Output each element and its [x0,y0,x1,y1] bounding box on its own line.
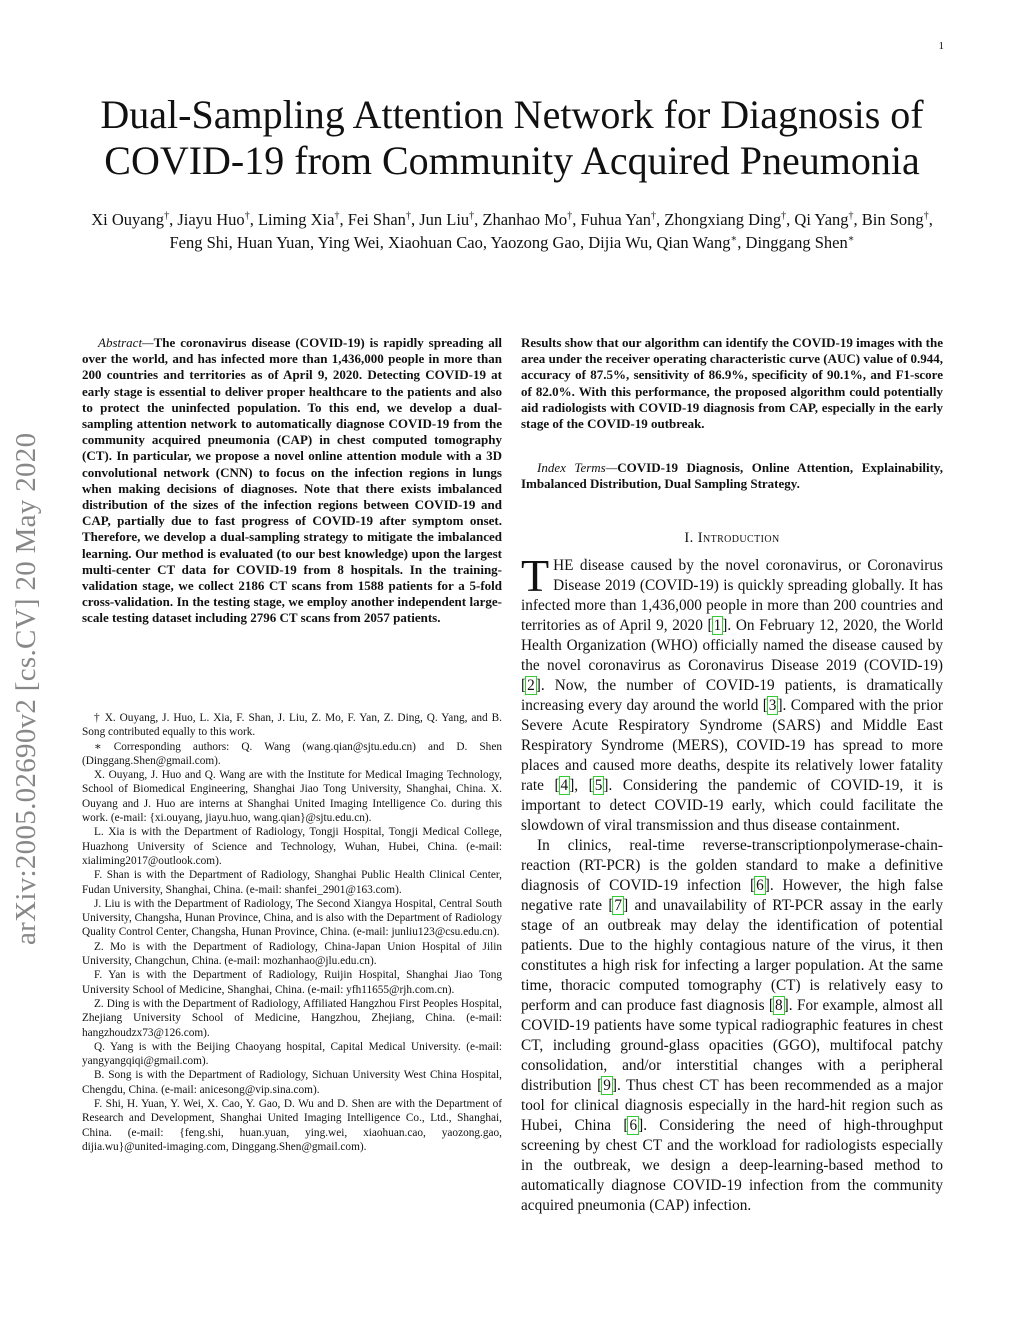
author-name: Feng Shi [169,233,229,252]
author-name: Zhongxiang Ding [664,210,782,229]
author-name: Liming Xia [257,210,335,229]
citation-link[interactable]: 6 [756,877,764,894]
citation-link[interactable]: 3 [768,697,777,714]
citation-link[interactable]: 6 [629,1117,638,1134]
footnote: ∗ Corresponding authors: Q. Wang (wang.qian@sjtu.edu.cn) and D. Shen (Dinggang.Shen@gmail.com). [82,740,502,767]
citation-link[interactable]: 5 [594,777,603,794]
author-name: Yaozong Gao [490,233,581,252]
author-name: Dijia Wu [588,233,649,252]
index-terms [521,460,943,492]
paragraph: THE disease caused by the novel coronavirus, or Coronavirus Disease 2019 (COVID-19) is quickly spreading globally. It has infected more than 1,436,000 people in more than 200 countries and territories as of April 9, 2020 [1]. On February 12, 2020, the World Health Organization (WHO) officially named the disease caused by the novel coronavirus as Coronavirus Disease 2019 (COVID-19) [2]. Now, the number of COVID-19 patients, is dramatically increasing every day around the world [3]. Compared with the prior Severe Acute Respiratory Syndrome (SARS) and Middle East Respiratory Syndrome (MERS), COVID-19 has spread to more places and caused more deaths, despite its relatively lower fatality rate [4], [5]. Considering the pandemic of COVID-19, it is important to detect COVID-19 early, which could facilitate the slowdown of viral transmission and thus disease containment. [521,550,944,834]
section-heading [521,530,943,547]
footnote: F. Shan is with the Department of Radiology, Shanghai Public Health Clinical Center, Fudan University, Shanghai, China. (e-mail: shanfei_2901@163.com). [82,869,502,896]
abstract-text: The coronavirus disease (COVID-19) is rapidly spreading all over the world, and has infected more than 1,436,000 people in more than 200 countries and territories as of April 9, 2020. Detecting COVID-19 at early stage is essential to deliver proper healthcare to the patients and also to protect the uninfected population. To this end, we develop a dual-sampling attention network to automatically diagnose COVID-19 from the community acquired pneumonia (CAP) in chest computed tomography (CT). In particular, we propose a novel online attention module with a 3D convolutional network (CNN) to focus on the infection regions in lungs when making decisions of diagnoses. Note that there exists imbalanced distribution of the sizes of the infection regions between COVID-19 and CAP, partially due to fast progress of COVID-19 after symptom onset. Therefore, we develop a dual-sampling strategy to mitigate the imbalanced learning. Our method is evaluated (to our best knowledge) upon the largest multi-center CT data for COVID-19 from 8 hospitals. In the training-validation stage, we collect 2186 CT scans from 1588 patients for a 5-fold cross-validation. In the testing stage, we employ another independent large-scale testing dataset including 2796 CT scans from 2057 patients. [82,335,502,626]
author-name: Xiaohuan Cao [387,233,483,252]
citation-link[interactable]: 2 [527,677,535,694]
footnote: F. Shi, H. Yuan, Y. Wei, X. Cao, Y. Gao, D. Wu and D. Shen are with the Department of Research and Development, Shanghai United Imaging Intelligence Co., Ltd., Shanghai, China. (e-mail: {feng.shi, huan.yuan, ying.wei, xiaohuan.cao, yaozong.gao, dijia.wu}@united-imaging.com, Dinggang.Shen@gmail.com). [82,1098,502,1153]
footnote: L. Xia is with the Department of Radiology, Tongji Hospital, Tongji Medical College, Huazhong University of Science and Technology, Wuhan, Hubei, China. (e-mail: xialiming2017@outlook.com). [82,826,502,867]
section-number: I. [684,530,694,546]
author-name: Jun Liu [419,210,470,229]
abstract-continuation: Results show that our algorithm can identify the COVID-19 images with the area under the receiver operating characteristic curve (AUC) value of 0.944, accuracy of 87.5%, sensitivity of 86.9%, specificity of 90.1%, and F1-score of 82.0%. With this performance, the proposed algorithm could potentially aid radiologists with COVID-19 diagnosis from CAP, especially in the early stage of the COVID-19 outbreak. [521,335,943,432]
footnote: F. Yan is with the Department of Radiology, Ruijin Hospital, Shanghai Jiao Tong University School of Medicine, Shanghai, China. (e-mail: yfh11655@rjh.com.cn). [82,969,502,996]
author-name: Dinggang Shen [745,233,848,252]
author-name: Qi Yang [794,210,849,229]
author-affiliation-mark: ∗ [847,233,855,245]
author-name: Fuhua Yan [580,210,652,229]
citation-link[interactable]: 1 [713,617,722,634]
paragraph: In clinics, real-time reverse-transcriptionpolymerase-chain-reaction (RT-PCR) is the golden standard to make a definitive diagnosis of COVID-19 infection [6]. However, the high false negative rate [7] and unavailability of RT-PCR assay in the early stage of an outbreak may delay the identification of potential patients. Due to the highly contagious nature of the virus, it then constitutes a high risk for infecting a larger population. At the same time, thoracic computed tomography (CT) is relatively easy to perform and can produce fast diagnosis [8]. For example, almost all COVID-19 patients have some typical radiographic features in chest CT, including ground-glass opacities (GGO), multifocal patchy consolidation, and/or interstitial changes with a peripheral distribution [9]. Thus chest CT has been recommended as a major tool for clinical diagnosis especially in the hard-hit region such as Hubei, China [6]. Considering the need of high-throughput screening by chest CT and the workload for radiologists especially in the outbreak, we design a deep-learning-based method to automatically diagnose COVID-19 infection from the community acquired pneumonia (CAP) infection. [521,837,943,1214]
author-affiliation-mark: † [405,210,411,222]
author-affiliation-mark: † [923,210,929,222]
author-affiliation-mark: † [334,210,340,222]
footnote: † X. Ouyang, J. Huo, L. Xia, F. Shan, J. Liu, Z. Mo, F. Yan, Z. Ding, Q. Yang, and B. Song contributed equally to this work. [82,712,502,739]
footnote: Q. Yang is with the Beijing Chaoyang hospital, Capital Medical University. (e-mail: yangyangqiqi@gmail.com). [82,1040,502,1068]
author-affiliation-mark: † [244,210,250,222]
author-name: Bin Song [861,210,924,229]
citation-link[interactable]: 4 [560,777,569,794]
citation-link[interactable]: 8 [775,997,783,1014]
author-affiliation-mark: † [651,210,657,222]
index-terms-label: Index Terms— [537,460,618,475]
index-terms-text: COVID-19 Diagnosis, Online Attention, Explainability, Imbalanced Distribution, Dual Sampling Strategy. [521,460,943,492]
citation-link[interactable]: 9 [603,1077,611,1094]
introduction-body [521,550,944,1216]
abstract-label: Abstract— [98,335,154,350]
author-affiliation-mark: ∗ [730,233,738,245]
footnote: X. Ouyang, J. Huo and Q. Wang are with the Institute for Medical Imaging Technology, School of Biomedical Engineering, Shanghai Jiao Tong University, Shanghai, China. X. Ouyang and J. Huo are interns at Shanghai United Imaging Intelligence Co. during this work. (e-mail: {xi.ouyang, jiayu.huo, wang.qian}@sjtu.edu.cn). [82,769,502,825]
author-name: Jiayu Huo [177,210,245,229]
footnote: Z. Mo is with the Department of Radiology, China-Japan Union Hospital of Jilin University, Changchun, China. (e-mail: mozhanhao@jlu.edu.cn). [82,940,502,968]
author-list: Xi Ouyang†, Jiayu Huo†, Liming Xia†, Fei Shan†, Jun Liu†, Zhanhao Mo†, Fuhua Yan†, Zhongxiang Ding†, Qi Yang†, Bin Song†, Feng Shi, Huan Yuan, Ying Wei, Xiaohuan Cao, Yaozong Gao, Dijia Wu, Qian Wang∗, Dinggang Shen∗ [91,210,933,252]
author-affiliation-mark: † [848,210,854,222]
footnote: B. Song is with the Department of Radiology, Sichuan University West China Hospital, Chengdu, China. (e-mail: anicesong@vip.sina.com). [82,1069,502,1096]
drop-cap: T [521,550,550,601]
page-number: 1 [938,40,944,52]
author-affiliation-mark: † [164,210,170,222]
section-title: Introduction [697,530,780,546]
footnote: J. Liu is with the Department of Radiology, The Second Xiangya Hospital, Central South University, Changsha, Hunan Province, China, and is also with the Department of Radiology Quality Control Center, Changsha, Hunan Province, China. (e-mail: junliu123@csu.edu.cn). [82,897,502,939]
author-name: Fei Shan [347,210,406,229]
citation-link[interactable]: 7 [614,897,623,914]
author-affiliation-mark: † [469,210,475,222]
author-name: Xi Ouyang [91,210,165,229]
author-name: Qian Wang [656,233,731,252]
author-name: Zhanhao Mo [482,210,568,229]
paper-title: Dual-Sampling Attention Network for Diagnosis of COVID-19 from Community Acquired Pneumonia [100,92,924,183]
footnote: Z. Ding is with the Department of Radiology, Affiliated Hangzhou First Peoples Hospital, Zhejiang University School of Medicine, Hangzhou, Zhejiang, China. (e-mail: hangzhoudzx73@126.com). [82,997,502,1039]
arxiv-identifier[interactable]: arXiv:2005.02690v2 [cs.CV] 20 May 2020 [10,432,42,945]
footnotes [82,711,502,1154]
author-affiliation-mark: † [567,210,573,222]
author-affiliation-mark: † [781,210,787,222]
author-name: Ying Wei [317,233,380,252]
author-name: Huan Yuan [236,233,311,252]
abstract [82,335,502,627]
